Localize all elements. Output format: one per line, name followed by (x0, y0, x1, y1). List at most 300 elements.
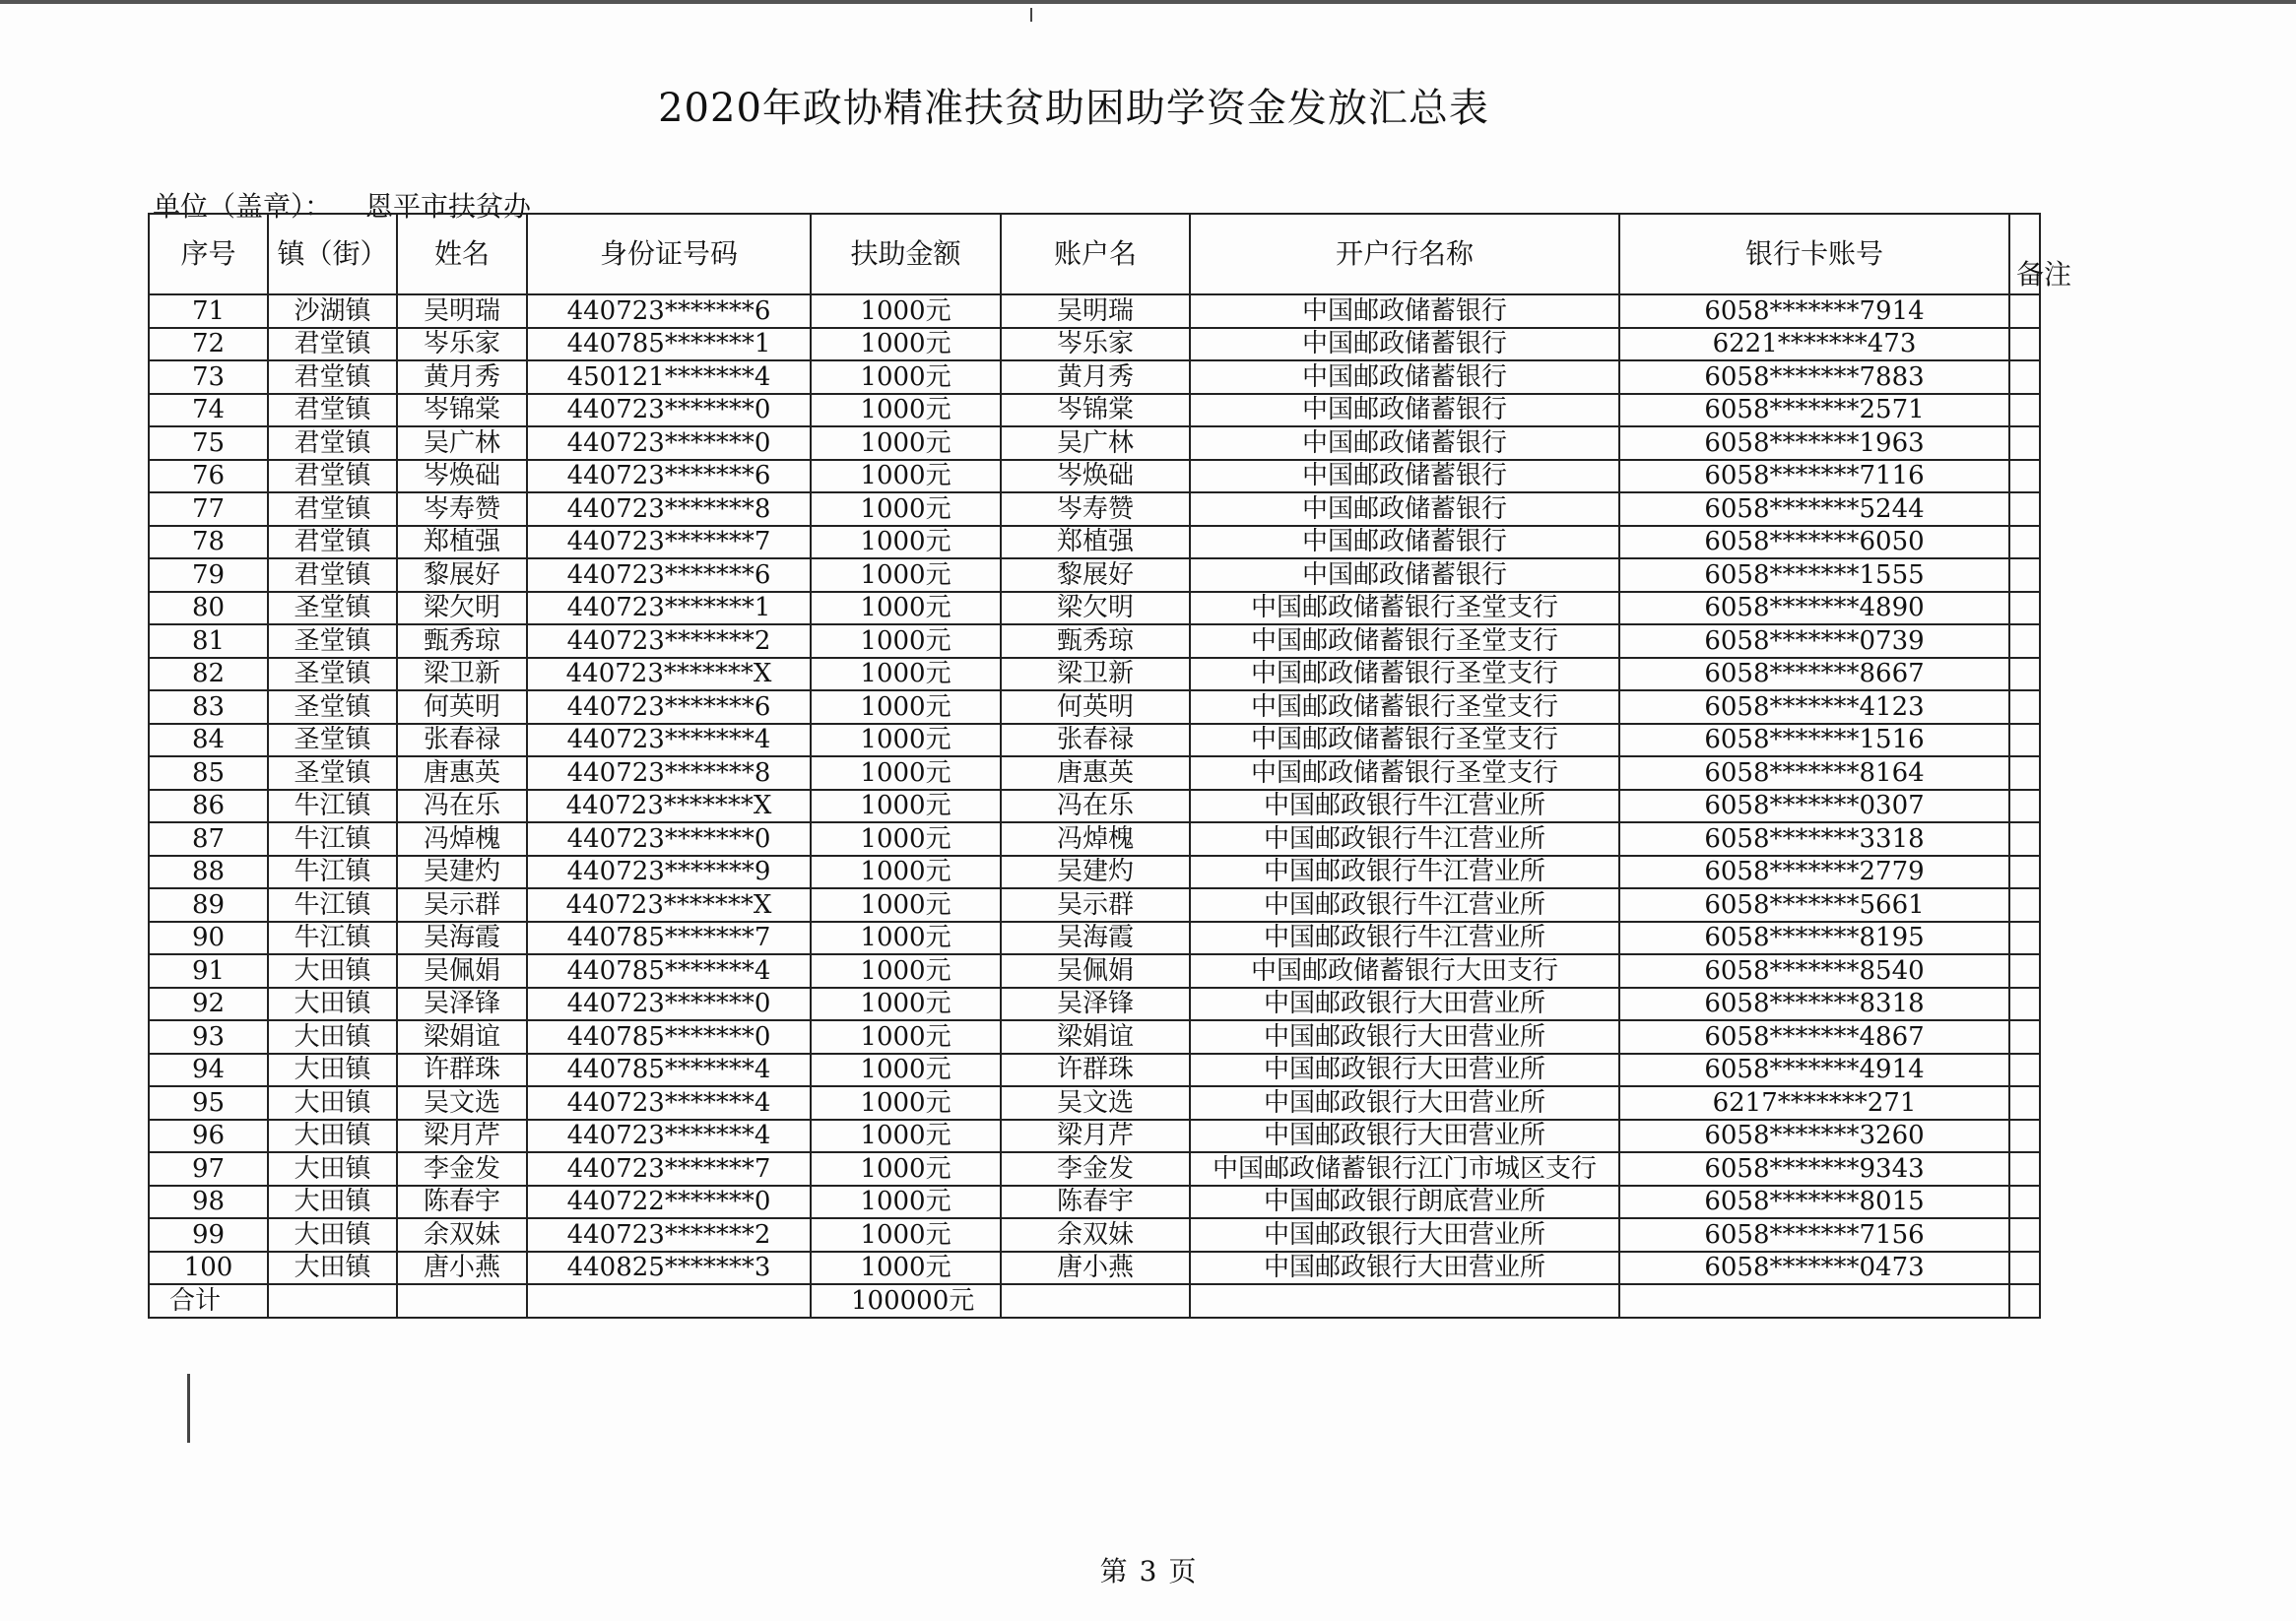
cell-bank-name: 中国邮政储蓄银行 (1190, 460, 1619, 493)
cell-serial: 81 (149, 624, 268, 658)
cell-remarks (2009, 1252, 2040, 1285)
cell-serial: 89 (149, 888, 268, 922)
table-row (149, 988, 2040, 1021)
cell-amount: 1000元 (811, 1086, 1001, 1120)
cell-bank-name: 中国邮政银行大田营业所 (1190, 1054, 1619, 1087)
cell-amount: 1000元 (811, 360, 1001, 394)
cell-id-number: 440785*******1 (527, 328, 811, 361)
cell-card-number: 6058*******8318 (1619, 988, 2009, 1021)
cell-town: 君堂镇 (268, 492, 397, 526)
cell-amount: 1000元 (811, 988, 1001, 1021)
cell-serial: 80 (149, 592, 268, 625)
cell-bank-name: 中国邮政储蓄银行圣堂支行 (1190, 658, 1619, 691)
cell-id-number: 440785*******4 (527, 1054, 811, 1087)
cell-serial: 100 (149, 1252, 268, 1285)
table-row (149, 790, 2040, 823)
cell-town: 大田镇 (268, 1120, 397, 1153)
cell-amount: 1000元 (811, 558, 1001, 592)
cell-account-name: 许群珠 (1001, 1054, 1190, 1087)
cell-bank-name: 中国邮政银行牛江营业所 (1190, 790, 1619, 823)
cell-id-number: 440785*******0 (527, 1020, 811, 1054)
table-row (149, 624, 2040, 658)
total-label: 合计 (149, 1284, 268, 1318)
cell-serial: 82 (149, 658, 268, 691)
table-row (149, 888, 2040, 922)
header-remarks: 备注 (2009, 214, 2040, 294)
cell-name: 梁娟谊 (397, 1020, 527, 1054)
page-number-prefix: 第 (1099, 1555, 1128, 1588)
table-row (149, 954, 2040, 988)
cell-account-name: 唐惠英 (1001, 756, 1190, 790)
cell-account-name: 黎展好 (1001, 558, 1190, 592)
cell-remarks (2009, 328, 2040, 361)
cell-bank-name: 中国邮政储蓄银行 (1190, 558, 1619, 592)
cell-amount: 1000元 (811, 856, 1001, 889)
cell-town: 圣堂镇 (268, 724, 397, 757)
scan-mark (1030, 8, 1032, 22)
cell-name: 岑乐家 (397, 328, 527, 361)
cell-name: 唐惠英 (397, 756, 527, 790)
cell-amount: 1000元 (811, 658, 1001, 691)
cell-serial: 90 (149, 922, 268, 955)
cell-id-number: 440723*******X (527, 658, 811, 691)
header-id-number: 身份证号码 (527, 214, 811, 294)
table-row (149, 360, 2040, 394)
cell-name: 吴文选 (397, 1086, 527, 1120)
cell-account-name: 陈春宇 (1001, 1186, 1190, 1219)
cell-id-number: 440723*******X (527, 888, 811, 922)
total-empty-cell (397, 1284, 527, 1318)
header-serial: 序号 (149, 214, 268, 294)
table-row (149, 526, 2040, 559)
cell-town: 君堂镇 (268, 394, 397, 427)
cell-id-number: 440723*******4 (527, 1086, 811, 1120)
cell-card-number: 6058*******2779 (1619, 856, 2009, 889)
cell-account-name: 吴广林 (1001, 426, 1190, 460)
cell-remarks (2009, 426, 2040, 460)
header-name: 姓名 (397, 214, 527, 294)
cell-name: 唐小燕 (397, 1252, 527, 1285)
cell-bank-name: 中国邮政银行朗底营业所 (1190, 1186, 1619, 1219)
table-row (149, 658, 2040, 691)
cell-serial: 71 (149, 294, 268, 328)
total-empty-cell (1001, 1284, 1190, 1318)
cell-serial: 83 (149, 690, 268, 724)
cell-bank-name: 中国邮政银行大田营业所 (1190, 1252, 1619, 1285)
cell-amount: 1000元 (811, 790, 1001, 823)
cell-amount: 1000元 (811, 822, 1001, 856)
table-row (149, 328, 2040, 361)
cell-card-number: 6058*******5661 (1619, 888, 2009, 922)
table-row (149, 492, 2040, 526)
cell-name: 黎展好 (397, 558, 527, 592)
cell-account-name: 吴建灼 (1001, 856, 1190, 889)
cell-name: 何英明 (397, 690, 527, 724)
cell-bank-name: 中国邮政储蓄银行 (1190, 426, 1619, 460)
cell-account-name: 岑焕础 (1001, 460, 1190, 493)
cell-remarks (2009, 856, 2040, 889)
table-row (149, 1054, 2040, 1087)
cell-remarks (2009, 1120, 2040, 1153)
cell-account-name: 冯在乐 (1001, 790, 1190, 823)
cell-id-number: 440723*******8 (527, 492, 811, 526)
cell-remarks (2009, 1152, 2040, 1186)
cell-amount: 1000元 (811, 294, 1001, 328)
cell-card-number: 6058*******1555 (1619, 558, 2009, 592)
cell-name: 岑焕础 (397, 460, 527, 493)
table-row (149, 1086, 2040, 1120)
cell-card-number: 6058*******4890 (1619, 592, 2009, 625)
cell-remarks (2009, 1218, 2040, 1252)
cell-account-name: 余双妹 (1001, 1218, 1190, 1252)
cell-remarks (2009, 1020, 2040, 1054)
header-town: 镇（街） (268, 214, 397, 294)
cell-name: 吴广林 (397, 426, 527, 460)
cell-amount: 1000元 (811, 888, 1001, 922)
cell-town: 君堂镇 (268, 426, 397, 460)
cell-town: 圣堂镇 (268, 624, 397, 658)
cell-town: 君堂镇 (268, 558, 397, 592)
cell-account-name: 梁月芹 (1001, 1120, 1190, 1153)
cell-account-name: 冯焯槐 (1001, 822, 1190, 856)
cell-card-number: 6058*******4867 (1619, 1020, 2009, 1054)
cell-id-number: 440723*******6 (527, 294, 811, 328)
cell-town: 牛江镇 (268, 922, 397, 955)
cell-id-number: 440723*******4 (527, 724, 811, 757)
cell-card-number: 6058*******7156 (1619, 1218, 2009, 1252)
cell-remarks (2009, 756, 2040, 790)
cell-serial: 74 (149, 394, 268, 427)
cell-serial: 76 (149, 460, 268, 493)
cell-serial: 88 (149, 856, 268, 889)
cell-id-number: 440723*******4 (527, 1120, 811, 1153)
table-body (149, 294, 2040, 1284)
cell-town: 大田镇 (268, 1054, 397, 1087)
cell-id-number: 440723*******X (527, 790, 811, 823)
cell-name: 吴海霞 (397, 922, 527, 955)
cell-serial: 94 (149, 1054, 268, 1087)
total-empty-cell (1190, 1284, 1619, 1318)
cell-name: 吴泽锋 (397, 988, 527, 1021)
cell-account-name: 甄秀琼 (1001, 624, 1190, 658)
cell-town: 君堂镇 (268, 328, 397, 361)
cell-card-number: 6058*******1963 (1619, 426, 2009, 460)
cell-town: 牛江镇 (268, 856, 397, 889)
cell-account-name: 郑植强 (1001, 526, 1190, 559)
cell-bank-name: 中国邮政银行牛江营业所 (1190, 922, 1619, 955)
cell-remarks (2009, 394, 2040, 427)
cell-name: 郑植强 (397, 526, 527, 559)
cell-town: 大田镇 (268, 1186, 397, 1219)
cell-town: 大田镇 (268, 1218, 397, 1252)
cell-town: 圣堂镇 (268, 658, 397, 691)
cell-id-number: 440723*******0 (527, 426, 811, 460)
page-number-value: 3 (1139, 1555, 1157, 1588)
cell-id-number: 440723*******0 (527, 988, 811, 1021)
cell-id-number: 440723*******7 (527, 526, 811, 559)
cell-amount: 1000元 (811, 1218, 1001, 1252)
cell-amount: 1000元 (811, 1252, 1001, 1285)
cell-card-number: 6058*******8195 (1619, 922, 2009, 955)
table-row (149, 1020, 2040, 1054)
cell-card-number: 6058*******3318 (1619, 822, 2009, 856)
cell-account-name: 吴示群 (1001, 888, 1190, 922)
cell-serial: 97 (149, 1152, 268, 1186)
cell-name: 梁月芹 (397, 1120, 527, 1153)
cell-amount: 1000元 (811, 394, 1001, 427)
cell-id-number: 440723*******6 (527, 460, 811, 493)
cell-serial: 99 (149, 1218, 268, 1252)
table-row (149, 756, 2040, 790)
cell-remarks (2009, 1086, 2040, 1120)
cell-remarks (2009, 954, 2040, 988)
cell-serial: 95 (149, 1086, 268, 1120)
cell-remarks (2009, 690, 2040, 724)
cell-account-name: 唐小燕 (1001, 1252, 1190, 1285)
cell-id-number: 440723*******0 (527, 394, 811, 427)
cell-remarks (2009, 658, 2040, 691)
cell-serial: 96 (149, 1120, 268, 1153)
cell-bank-name: 中国邮政储蓄银行圣堂支行 (1190, 724, 1619, 757)
cell-card-number: 6058*******1516 (1619, 724, 2009, 757)
cell-bank-name: 中国邮政银行牛江营业所 (1190, 822, 1619, 856)
cell-bank-name: 中国邮政银行大田营业所 (1190, 988, 1619, 1021)
cell-card-number: 6058*******8164 (1619, 756, 2009, 790)
cell-bank-name: 中国邮政储蓄银行 (1190, 526, 1619, 559)
cell-bank-name: 中国邮政银行大田营业所 (1190, 1218, 1619, 1252)
table-row (149, 724, 2040, 757)
total-empty-cell (527, 1284, 811, 1318)
cell-remarks (2009, 460, 2040, 493)
cell-bank-name: 中国邮政储蓄银行圣堂支行 (1190, 592, 1619, 625)
cell-town: 沙湖镇 (268, 294, 397, 328)
cell-id-number: 440723*******2 (527, 624, 811, 658)
total-row (149, 1284, 2040, 1318)
cell-bank-name: 中国邮政银行大田营业所 (1190, 1120, 1619, 1153)
cell-name: 吴示群 (397, 888, 527, 922)
page-number-suffix: 页 (1168, 1555, 1197, 1588)
cell-account-name: 梁卫新 (1001, 658, 1190, 691)
cell-card-number: 6058*******7116 (1619, 460, 2009, 493)
cell-bank-name: 中国邮政储蓄银行圣堂支行 (1190, 756, 1619, 790)
cell-town: 君堂镇 (268, 360, 397, 394)
cell-bank-name: 中国邮政储蓄银行圣堂支行 (1190, 624, 1619, 658)
cell-remarks (2009, 492, 2040, 526)
cell-remarks (2009, 526, 2040, 559)
cell-account-name: 吴泽锋 (1001, 988, 1190, 1021)
unit-label: 单位（盖章）： (153, 190, 333, 223)
cell-card-number: 6058*******0739 (1619, 624, 2009, 658)
cell-account-name: 吴明瑞 (1001, 294, 1190, 328)
cell-serial: 77 (149, 492, 268, 526)
table-row (149, 856, 2040, 889)
cell-card-number: 6217*******271 (1619, 1086, 2009, 1120)
header-account-name: 账户名 (1001, 214, 1190, 294)
cell-serial: 91 (149, 954, 268, 988)
cell-amount: 1000元 (811, 460, 1001, 493)
table-row (149, 394, 2040, 427)
cell-account-name: 何英明 (1001, 690, 1190, 724)
cell-remarks (2009, 822, 2040, 856)
cell-bank-name: 中国邮政储蓄银行 (1190, 394, 1619, 427)
cell-amount: 1000元 (811, 1186, 1001, 1219)
cell-remarks (2009, 1054, 2040, 1087)
cell-id-number: 450121*******4 (527, 360, 811, 394)
cell-amount: 1000元 (811, 592, 1001, 625)
cell-id-number: 440723*******1 (527, 592, 811, 625)
cell-amount: 1000元 (811, 526, 1001, 559)
cell-bank-name: 中国邮政储蓄银行 (1190, 492, 1619, 526)
table-row (149, 1186, 2040, 1219)
cell-serial: 79 (149, 558, 268, 592)
cell-serial: 84 (149, 724, 268, 757)
header-bank-name: 开户行名称 (1190, 214, 1619, 294)
unit-value: 恩平市扶贫办 (365, 190, 532, 223)
cell-name: 岑锦棠 (397, 394, 527, 427)
cell-card-number: 6058*******6050 (1619, 526, 2009, 559)
table-row (149, 822, 2040, 856)
cell-id-number: 440825*******3 (527, 1252, 811, 1285)
cell-name: 李金发 (397, 1152, 527, 1186)
cell-name: 梁欠明 (397, 592, 527, 625)
cell-amount: 1000元 (811, 624, 1001, 658)
cell-town: 大田镇 (268, 1086, 397, 1120)
cell-serial: 78 (149, 526, 268, 559)
header-card-number: 银行卡账号 (1619, 214, 2009, 294)
cell-remarks (2009, 724, 2040, 757)
cell-town: 牛江镇 (268, 822, 397, 856)
cell-amount: 1000元 (811, 922, 1001, 955)
cell-town: 牛江镇 (268, 790, 397, 823)
table-row (149, 922, 2040, 955)
cell-remarks (2009, 922, 2040, 955)
cell-town: 君堂镇 (268, 526, 397, 559)
cell-card-number: 6221*******473 (1619, 328, 2009, 361)
cell-amount: 1000元 (811, 1152, 1001, 1186)
disbursement-table (148, 213, 2072, 1319)
cell-remarks (2009, 294, 2040, 328)
cell-name: 张春禄 (397, 724, 527, 757)
cell-amount: 1000元 (811, 724, 1001, 757)
document-title: 2020年政协精准扶贫助困助学资金发放汇总表 (658, 86, 1489, 131)
cell-amount: 1000元 (811, 328, 1001, 361)
cell-bank-name: 中国邮政银行牛江营业所 (1190, 888, 1619, 922)
cell-card-number: 6058*******2571 (1619, 394, 2009, 427)
cell-bank-name: 中国邮政储蓄银行 (1190, 294, 1619, 328)
cell-name: 吴佩娟 (397, 954, 527, 988)
table-row (149, 460, 2040, 493)
cell-town: 大田镇 (268, 1252, 397, 1285)
total-empty-cell (268, 1284, 397, 1318)
cell-card-number: 6058*******8667 (1619, 658, 2009, 691)
cell-remarks (2009, 988, 2040, 1021)
cell-id-number: 440785*******7 (527, 922, 811, 955)
table-row (149, 426, 2040, 460)
cell-card-number: 6058*******8015 (1619, 1186, 2009, 1219)
cell-amount: 1000元 (811, 426, 1001, 460)
cell-serial: 92 (149, 988, 268, 1021)
cell-amount: 1000元 (811, 690, 1001, 724)
cell-bank-name: 中国邮政储蓄银行圣堂支行 (1190, 690, 1619, 724)
cell-card-number: 6058*******9343 (1619, 1152, 2009, 1186)
cell-account-name: 李金发 (1001, 1152, 1190, 1186)
cell-town: 大田镇 (268, 954, 397, 988)
cell-card-number: 6058*******4914 (1619, 1054, 2009, 1087)
cell-account-name: 吴佩娟 (1001, 954, 1190, 988)
table-row (149, 558, 2040, 592)
cell-town: 圣堂镇 (268, 690, 397, 724)
cell-bank-name: 中国邮政储蓄银行大田支行 (1190, 954, 1619, 988)
cell-account-name: 岑寿赞 (1001, 492, 1190, 526)
cell-remarks (2009, 558, 2040, 592)
cell-serial: 72 (149, 328, 268, 361)
scan-mark (187, 1374, 190, 1443)
cell-card-number: 6058*******5244 (1619, 492, 2009, 526)
cell-serial: 93 (149, 1020, 268, 1054)
cell-name: 余双妹 (397, 1218, 527, 1252)
table-row (149, 1252, 2040, 1285)
cell-id-number: 440723*******9 (527, 856, 811, 889)
table-row (149, 1152, 2040, 1186)
cell-remarks (2009, 592, 2040, 625)
cell-town: 牛江镇 (268, 888, 397, 922)
cell-town: 大田镇 (268, 1020, 397, 1054)
cell-id-number: 440785*******4 (527, 954, 811, 988)
total-empty-cell (1619, 1284, 2009, 1318)
cell-name: 冯焯槐 (397, 822, 527, 856)
cell-serial: 98 (149, 1186, 268, 1219)
cell-name: 岑寿赞 (397, 492, 527, 526)
cell-id-number: 440723*******2 (527, 1218, 811, 1252)
cell-bank-name: 中国邮政储蓄银行 (1190, 328, 1619, 361)
cell-amount: 1000元 (811, 954, 1001, 988)
cell-serial: 87 (149, 822, 268, 856)
cell-account-name: 吴文选 (1001, 1086, 1190, 1120)
cell-amount: 1000元 (811, 492, 1001, 526)
cell-card-number: 6058*******7883 (1619, 360, 2009, 394)
cell-amount: 1000元 (811, 1020, 1001, 1054)
cell-town: 圣堂镇 (268, 592, 397, 625)
cell-account-name: 黄月秀 (1001, 360, 1190, 394)
cell-serial: 75 (149, 426, 268, 460)
cell-name: 冯在乐 (397, 790, 527, 823)
cell-account-name: 岑乐家 (1001, 328, 1190, 361)
table-row (149, 1120, 2040, 1153)
cell-card-number: 6058*******8540 (1619, 954, 2009, 988)
cell-name: 吴建灼 (397, 856, 527, 889)
cell-town: 君堂镇 (268, 460, 397, 493)
table-header-row (149, 214, 2040, 294)
cell-serial: 85 (149, 756, 268, 790)
table-row (149, 1218, 2040, 1252)
cell-account-name: 梁欠明 (1001, 592, 1190, 625)
cell-account-name: 吴海霞 (1001, 922, 1190, 955)
cell-id-number: 440723*******6 (527, 690, 811, 724)
cell-amount: 1000元 (811, 1054, 1001, 1087)
scan-top-edge (0, 0, 2296, 4)
table-row (149, 592, 2040, 625)
cell-bank-name: 中国邮政银行大田营业所 (1190, 1020, 1619, 1054)
cell-name: 甄秀琼 (397, 624, 527, 658)
cell-amount: 1000元 (811, 1120, 1001, 1153)
cell-card-number: 6058*******0473 (1619, 1252, 2009, 1285)
cell-card-number: 6058*******7914 (1619, 294, 2009, 328)
cell-remarks (2009, 790, 2040, 823)
cell-id-number: 440722*******0 (527, 1186, 811, 1219)
cell-town: 圣堂镇 (268, 756, 397, 790)
table-row (149, 294, 2040, 328)
cell-remarks (2009, 624, 2040, 658)
